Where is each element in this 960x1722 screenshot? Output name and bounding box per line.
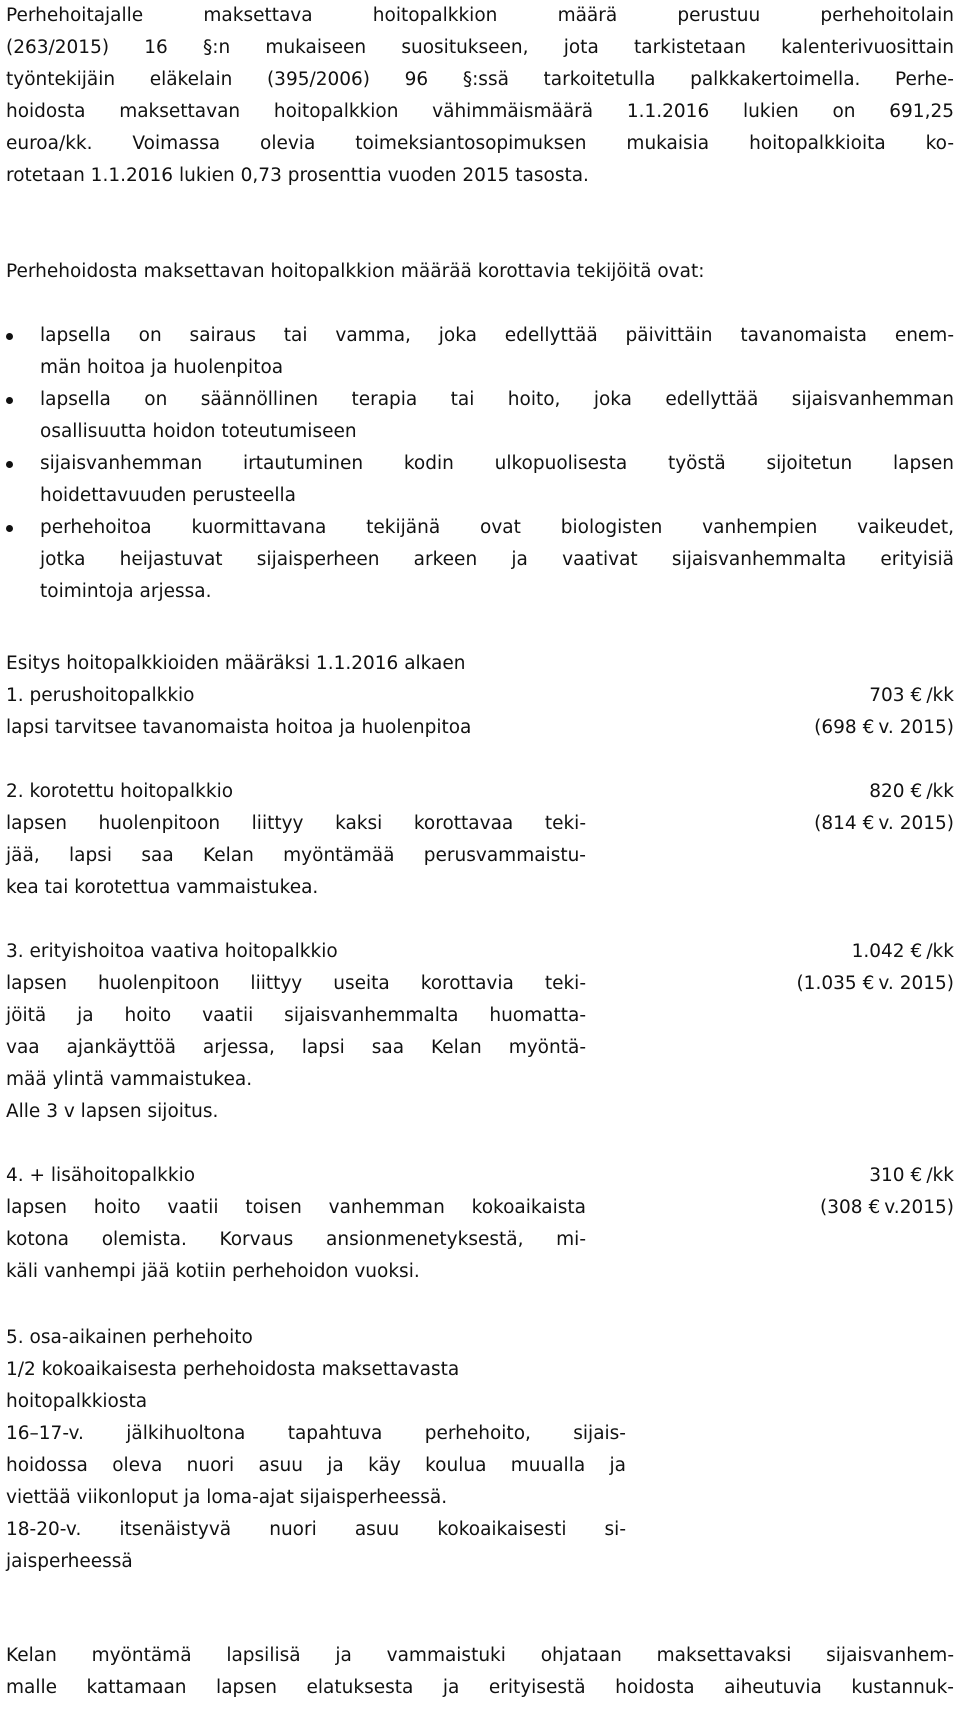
fee-name: 1. perushoitopalkkio	[6, 685, 195, 706]
fee-amount: 1.042 € /kk	[796, 936, 954, 968]
fee-previous: (308 € v.2015)	[820, 1192, 954, 1224]
part-time-line: hoitopalkkiosta	[6, 1391, 148, 1412]
part-time-line: viettää viikonloput ja loma-ajat sijaisperheessä.	[6, 1487, 448, 1508]
list-item-line: män hoitoa ja huolenpitoa	[40, 357, 284, 378]
bullet-icon	[6, 525, 13, 532]
bullet-icon	[6, 333, 13, 340]
intro-line: euroa/kk. Voimassa olevia toimeksiantosopimuksen mukaisia hoitopalkkioita ko-	[6, 133, 954, 154]
list-item-line: hoidettavuuden perusteella	[40, 485, 297, 506]
euro-symbol: €	[868, 1197, 881, 1218]
part-time-line: jaisperheessä	[6, 1551, 133, 1572]
bullet-icon	[6, 397, 13, 404]
fee-description-line: lapsen huolenpitoon liittyy useita korottavia teki-	[6, 973, 586, 994]
part-time-line: 18-20-v. itsenäistyvä nuori asuu kokoaikaisesti si-	[6, 1519, 626, 1540]
fee-amount: 703 € /kk	[814, 680, 954, 712]
fee-previous: (814 € v. 2015)	[814, 808, 954, 840]
fee-amount: 310 € /kk	[820, 1160, 954, 1192]
list-item-line: jotka heijastuvat sijaisperheen arkeen ja vaativat sijaisvanhemmalta erityisiä	[40, 549, 954, 570]
list-item	[6, 512, 954, 608]
part-time-care	[6, 1322, 626, 1578]
list-item-line: perhehoitoa kuormittavana tekijänä ovat biologisten vanhempien vaikeudet,	[40, 517, 954, 538]
list-item-line: osallisuutta hoidon toteutumiseen	[40, 421, 357, 442]
intro-line: rotetaan 1.1.2016 lukien 0,73 prosenttia vuoden 2015 tasosta.	[6, 165, 589, 186]
fee-description-line: kotona olemista. Korvaus ansionmenetyksestä, mi-	[6, 1229, 586, 1250]
factors-heading: Perhehoidosta maksettavan hoitopalkkion määrää korottavia tekijöitä ovat:	[6, 261, 705, 282]
fee-description-line: lapsi tarvitsee tavanomaista hoitoa ja huolenpitoa	[6, 717, 472, 738]
intro-paragraph	[6, 0, 954, 192]
bullet-icon	[6, 461, 13, 468]
list-item-line: sijaisvanhemman irtautuminen kodin ulkopuolisesta työstä sijoitetun lapsen	[40, 453, 954, 474]
closing-line: malle kattamaan lapsen elatuksesta ja erityisestä hoidosta aiheutuvia kustannuk-	[6, 1677, 954, 1698]
intro-line: työntekijäin eläkelain (395/2006) 96 §:ssä tarkoitetulla palkkakertoimella. Perhe-	[6, 69, 954, 90]
fee-description-line: käli vanhempi jää kotiin perhehoidon vuoksi.	[6, 1261, 420, 1282]
intro-line: (263/2015) 16 §:n mukaiseen suositukseen, jota tarkistetaan kalenterivuosittain	[6, 37, 954, 58]
fee-description-line: lapsen huolenpitoon liittyy kaksi korottavaa teki-	[6, 813, 586, 834]
fee-name: 3. erityishoitoa vaativa hoitopalkkio	[6, 941, 338, 962]
euro-symbol: €	[910, 781, 923, 802]
list-item-line: lapsella on säännöllinen terapia tai hoito, joka edellyttää sijaisvanhemman	[40, 389, 954, 410]
fee-description-line: Alle 3 v lapsen sijoitus.	[6, 1101, 219, 1122]
list-item-line: toimintoja arjessa.	[40, 581, 212, 602]
fee-description-line: kea tai korotettua vammaistukea.	[6, 877, 319, 898]
euro-symbol: €	[910, 1165, 923, 1186]
fee-description-line: mää ylintä vammaistukea.	[6, 1069, 253, 1090]
intro-line: Perhehoitajalle maksettava hoitopalkkion määrä perustuu perhehoitolain	[6, 5, 954, 26]
list-item-line: lapsella on sairaus tai vamma, joka edellyttää päivittäin tavanomaista enem-	[40, 325, 954, 346]
fee-description-line: vaa ajankäyttöä arjessa, lapsi saa Kelan myöntä-	[6, 1037, 586, 1058]
proposal-title: Esitys hoitopalkkioiden määräksi 1.1.2016 alkaen	[6, 653, 466, 674]
euro-symbol: €	[910, 941, 923, 962]
list-item	[6, 320, 954, 384]
euro-symbol: €	[862, 813, 875, 834]
part-time-line: 5. osa-aikainen perhehoito	[6, 1327, 253, 1348]
list-item	[6, 448, 954, 512]
euro-symbol: €	[862, 973, 875, 994]
fee-amount: 820 € /kk	[814, 776, 954, 808]
fee-previous: (1.035 € v. 2015)	[796, 968, 954, 1000]
euro-symbol: €	[910, 685, 923, 706]
intro-line: hoidosta maksettavan hoitopalkkion vähimmäismäärä 1.1.2016 lukien on 691,25	[6, 101, 954, 122]
fee-description-line: jää, lapsi saa Kelan myöntämää perusvammaistu-	[6, 845, 586, 866]
fee-description-line: jöitä ja hoito vaatii sijaisvanhemmalta huomatta-	[6, 1005, 586, 1026]
list-item	[6, 384, 954, 448]
fee-previous: (698 € v. 2015)	[814, 712, 954, 744]
fee-description-line: lapsen hoito vaatii toisen vanhemman kokoaikaista	[6, 1197, 586, 1218]
closing-paragraph	[6, 1640, 954, 1704]
part-time-line: 16–17-v. jälkihuoltona tapahtuva perhehoito, sijais-	[6, 1423, 626, 1444]
part-time-line: 1/2 kokoaikaisesta perhehoidosta maksettavasta	[6, 1359, 460, 1380]
fee-name: 4. + lisähoitopalkkio	[6, 1165, 196, 1186]
euro-symbol: €	[862, 717, 875, 738]
closing-line: Kelan myöntämä lapsilisä ja vammaistuki ohjataan maksettavaksi sijaisvanhem-	[6, 1645, 954, 1666]
factors-list	[6, 320, 954, 608]
fee-name: 2. korotettu hoitopalkkio	[6, 781, 234, 802]
part-time-line: hoidossa oleva nuori asuu ja käy koulua muualla ja	[6, 1455, 626, 1476]
